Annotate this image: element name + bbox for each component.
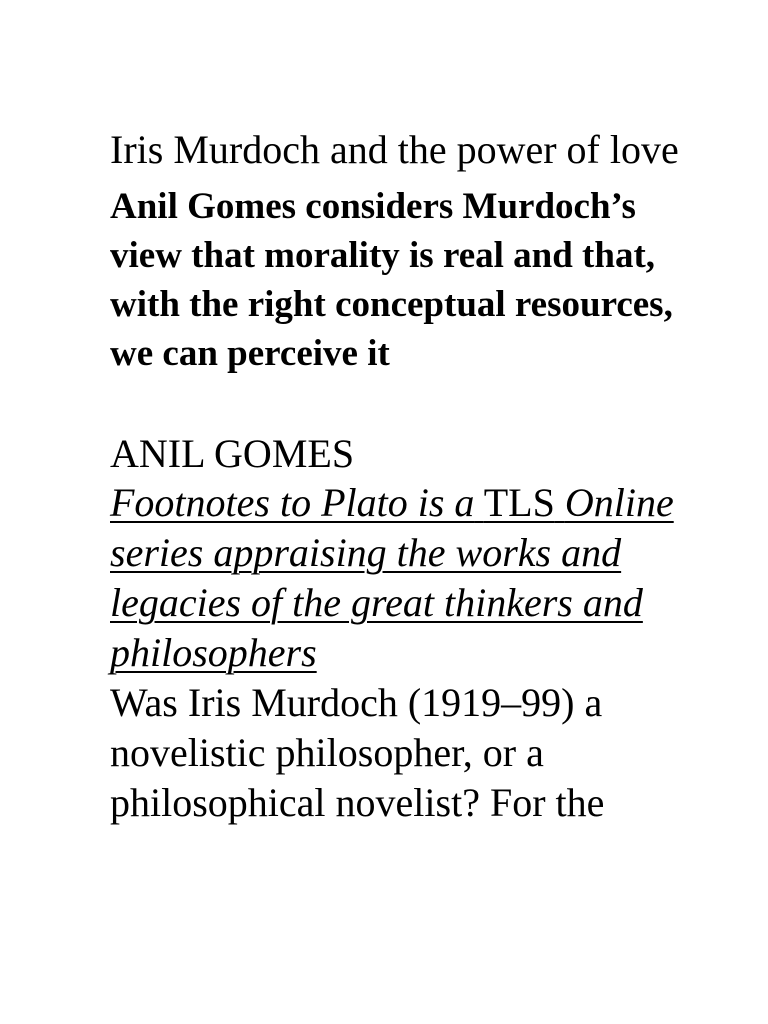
article-byline: ANIL GOMES: [110, 431, 355, 476]
series-link[interactable]: [110, 480, 674, 675]
series-note: [110, 478, 710, 678]
series-note-tls: TLS: [483, 480, 555, 525]
series-note-part1: Footnotes to Plato is a: [110, 480, 475, 525]
series-note-part2: Online series appraising the works and legacies of the great thinkers and philosophers: [110, 480, 674, 675]
article-content: [110, 126, 710, 828]
article-standfirst: Anil Gomes considers Murdoch’s view that morality is real and that, with the right conceptual resources, we can perceive it: [110, 186, 673, 374]
article-title: Iris Murdoch and the power of love: [110, 127, 679, 172]
article-body-intro: Was Iris Murdoch (1919–99) a novelistic philosopher, or a philosophical novelist? For the: [110, 680, 605, 825]
